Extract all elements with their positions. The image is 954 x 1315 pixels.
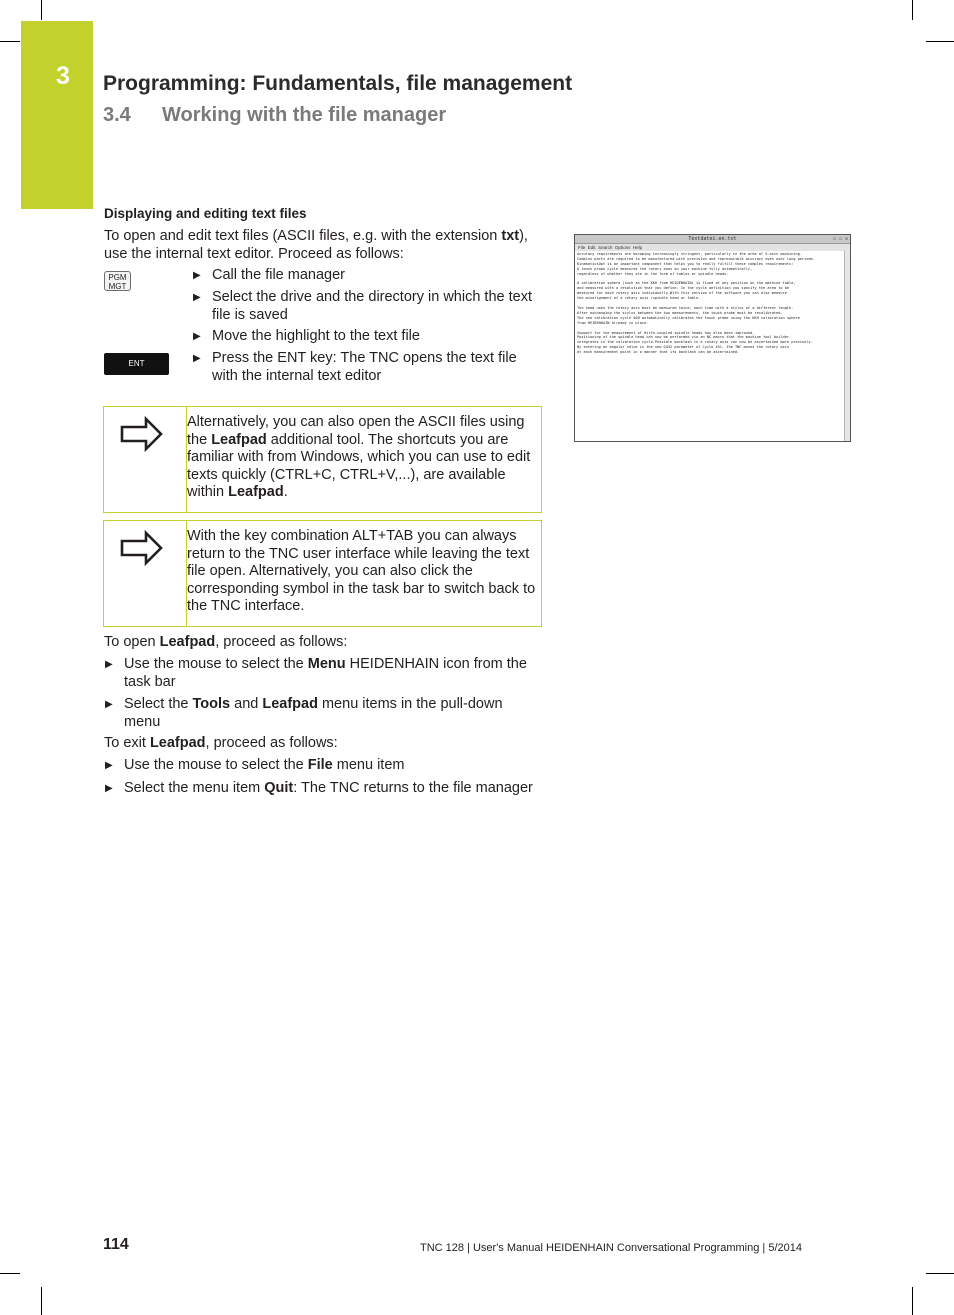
editor-line: The head uses the rotary axis must be measured twice, each time with a stylus of a different length. <box>577 305 794 310</box>
menu-edit: Edit <box>587 245 596 250</box>
crop-mark <box>0 1273 20 1274</box>
ent-key: ENT <box>104 353 169 375</box>
editor-line: Support for the measurement of Hirth-coupled spindle heads has also been improved. <box>577 330 755 335</box>
bullet-arrow-icon: ▶ <box>193 353 201 364</box>
bullet-arrow-icon: ▶ <box>193 331 201 342</box>
menu-search: Search <box>598 245 613 250</box>
window-title: Textdatei.en.txt <box>688 236 737 242</box>
intro-paragraph <box>104 228 544 263</box>
crop-mark <box>0 41 20 42</box>
bullet-arrow-icon: ▶ <box>105 760 113 771</box>
editor-scrollbar <box>844 250 850 441</box>
subheading: Displaying and editing text files <box>104 206 307 221</box>
crop-mark <box>912 1287 913 1315</box>
editor-line: integrates in the calibration cycle.Possible backlash in a rotary axis can now be ascertained more precisely. <box>577 340 813 345</box>
intro-text-after: ), use the internal text editor. Proceed as follows: <box>104 228 528 262</box>
editor-line: the misalignment of a rotary axis (spindle head or table. <box>577 296 701 301</box>
step-item <box>105 696 545 732</box>
menu-bar <box>575 244 850 251</box>
leafpad-screenshot <box>574 234 851 442</box>
editor-line: KinematicsOpt is an important component that helps you to really fulfill these complex requirements: <box>577 261 794 266</box>
page-number: 114 <box>103 1236 129 1253</box>
bullet-arrow-icon: ▶ <box>193 292 201 303</box>
editor-line: at each measurement point in a manner that its backlash can be ascertained. <box>577 350 740 355</box>
window-controls-icon: ▫ ▫ ✕ <box>832 236 848 242</box>
editor-line: regardless of whether they are in the form of tables or spindle heads. <box>577 271 729 276</box>
bullet-arrow-icon: ▶ <box>105 783 113 794</box>
note-arrow-icon <box>120 416 164 452</box>
note-arrow-icon <box>120 530 164 566</box>
editor-text-area <box>575 251 850 355</box>
crop-mark <box>41 0 42 20</box>
crop-mark <box>926 41 954 42</box>
chapter-title: Programming: Fundamentals, file management <box>103 72 573 95</box>
step-text: Select the Tools and Leafpad menu items in the pull-down menu <box>124 696 503 730</box>
exit-leafpad-intro: To exit Leafpad, proceed as follows: <box>104 735 338 751</box>
step-item <box>193 350 543 386</box>
editor-line: A calibration sphere (such as the KKH from HEIDENHAIN) is fixed at any position on the machine table, <box>577 281 796 286</box>
step-text: Use the mouse to select the File menu item <box>124 757 405 773</box>
editor-line: and measured with a resolution that you define. In the cycle definition you specify the area to be <box>577 286 790 291</box>
intro-text: To open and edit text files (ASCII files, e.g. with the extension <box>104 228 502 244</box>
note-box <box>103 406 542 513</box>
step-item <box>193 289 543 325</box>
step-text: Press the ENT key: The TNC opens the text file with the internal text editor <box>212 350 517 384</box>
footer-text: TNC 128 | User's Manual HEIDENHAIN Conversational Programming | 5/2014 <box>420 1242 802 1254</box>
note-text: With the key combination ALT+TAB you can always return to the TNC user interface while leaving the text file open. Alternatively, you can also click the corresponding symbol in the task bar to switch back to the TNC interface. <box>187 528 536 615</box>
editor-line: After exchanging the stylus between the two measurements, the touch probe must be recalibrated. <box>577 310 783 315</box>
crop-mark <box>912 0 913 20</box>
editor-line: from HEIDENHAIN already in place. <box>577 320 649 325</box>
leafpad-term: Leafpad <box>211 431 267 448</box>
bullet-arrow-icon: ▶ <box>105 659 113 670</box>
open-leafpad-intro: To open Leafpad, proceed as follows: <box>104 634 348 650</box>
note-box <box>103 520 542 627</box>
chapter-tab <box>21 21 93 209</box>
menu-options: Options <box>614 245 631 250</box>
step-text: Use the mouse to select the Menu HEIDENHAIN icon from the task bar <box>124 656 527 690</box>
editor-line: A touch probe cycle measures the rotary axes on your machine fully automatically, <box>577 266 753 271</box>
crop-mark <box>41 1287 42 1315</box>
note-text: Alternatively, you can also open the ASCII files using the Leafpad additional tool. The shortcuts you are familiar with from Windows, which you can use to edit texts quickly (CTRL+C, CTRL+V,...), are available within Leafpad. <box>187 414 531 501</box>
pgm-mgt-key: PGM MGT <box>104 271 131 291</box>
menu-help: Help <box>632 245 643 250</box>
leafpad-term: Leafpad <box>228 484 284 501</box>
editor-line: Positioning of the spindle head can now be performed via an NC macro that the machine tool builder <box>577 335 790 340</box>
bullet-arrow-icon: ▶ <box>105 699 113 710</box>
step-text: Move the highlight to the text file <box>212 328 420 344</box>
chapter-number: 3 <box>56 62 70 90</box>
editor-line: Complex parts are required to be manufactured with precision and reproducible accuracy even over long periods. <box>577 256 815 261</box>
window-title-bar <box>575 235 850 244</box>
section-title: Working with the file manager <box>162 104 447 126</box>
editor-line: measured for each rotary axis individually.With this version of the software you can also measure <box>577 291 787 296</box>
editor-line: By entering an angular value in the new Q432 parameter of Cycle 451, the TNC moves the rotary axis <box>577 345 790 350</box>
step-text: Select the menu item Quit: The TNC returns to the file manager <box>124 780 533 796</box>
step-text: Select the drive and the directory in which the text file is saved <box>212 289 532 323</box>
step-item <box>105 656 545 692</box>
crop-mark <box>926 1273 954 1274</box>
step-text: Call the file manager <box>212 267 345 283</box>
section-number: 3.4 <box>103 104 131 126</box>
bullet-arrow-icon: ▶ <box>193 270 201 281</box>
editor-line: The new calibration cycle 460 automatically calibrates the touch probe using the KKH calibration sphere <box>577 315 800 320</box>
menu-file: File <box>578 245 586 250</box>
editor-line: Accuracy requirements are becoming increasingly stringent, particularly in the area of 5-axis machining. <box>577 252 803 256</box>
intro-extension: txt <box>501 228 520 244</box>
